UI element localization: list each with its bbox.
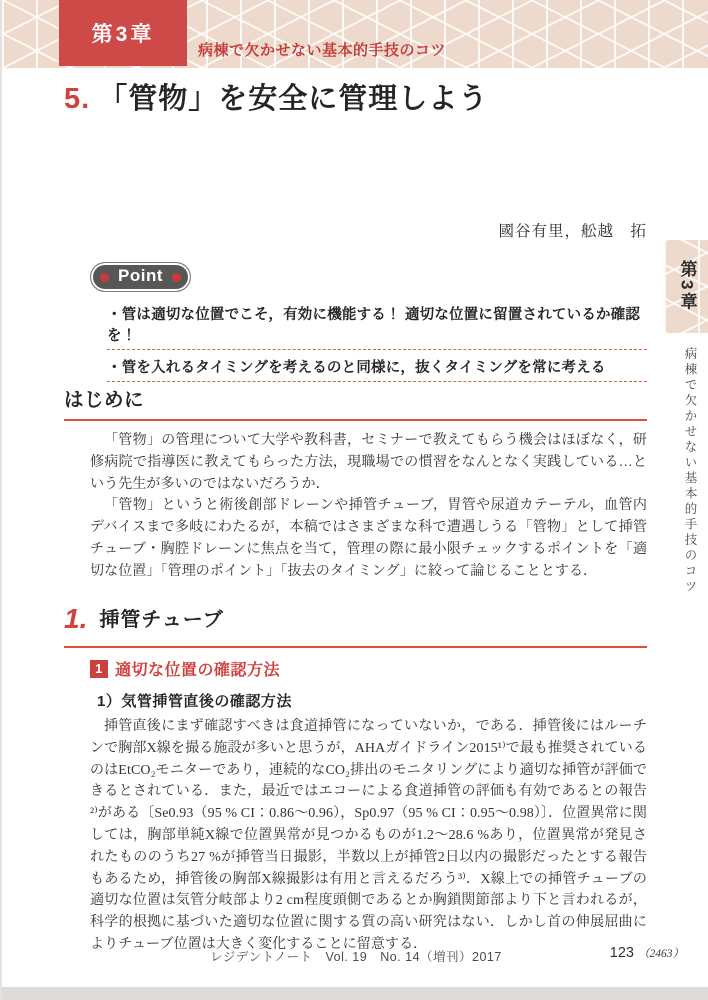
page-edge-strip (2, 987, 708, 1000)
section-intubation-tube (64, 603, 647, 956)
chapter-badge-label: 第3章 (91, 23, 155, 46)
subheading-text: 適切な位置の確認方法 (115, 662, 281, 679)
section1-subsubheading: 1）気管挿管直後の確認方法 (97, 693, 292, 710)
article-title-number: 5. (64, 83, 91, 115)
side-chapter-badge: 第3章 (664, 240, 708, 333)
chapter-subtitle: 病棟で欠かせない基本的手技のコツ (198, 42, 447, 59)
section1-title: 挿管チューブ (99, 609, 224, 631)
side-chapter-subtitle: 病棟で欠かせない基本的手技のコツ (683, 347, 697, 595)
chapter-header-band (2, 0, 708, 68)
intro-paragraph: 「管物」の管理について大学や教科書，セミナーで教えてもらう機会はほぼなく，研修病院で指導医に教えてもらった方法，現職場での慣習をなんとなく実践している…という先生が多いのではないだろうか． (90, 433, 647, 492)
section1-heading (64, 603, 647, 648)
section-introduction (64, 384, 647, 583)
authors-line: 國谷有里，舩越 拓 (498, 223, 647, 240)
subheading-number-badge: 1 (90, 660, 108, 678)
point-badge-label: Point (118, 266, 163, 285)
section1-subheading (90, 657, 647, 680)
intro-heading: はじめに (64, 384, 647, 421)
point-dot-right-icon (172, 273, 181, 282)
point-item: ・管は適切な位置でこそ，有効に機能する！ 適切な位置に留置されているか確認を！ (107, 297, 647, 350)
page-number-alt: （2463） (638, 948, 684, 960)
page-number (610, 945, 684, 961)
article-title-text: 「管物」を安全に管理しよう (98, 83, 489, 115)
point-badge (90, 262, 191, 292)
side-chapter-tab (664, 240, 708, 627)
page-number-main: 123 (609, 945, 634, 961)
section1-paragraph: 挿管直後にまず確認すべきは食道挿管になっていないか，である．挿管後にはルーチンで胸部X線を撮る施設が多いと思うが，AHAガイドライン2015¹⁾で最も推奨されているのはEtCO₂モニターであり，連続的なCO₂排出のモニタリングにより適切な挿管が評価できるとされている．また，最近ではエコーによる食道挿管の評価も有効であるとの報告²⁾がある〔Se0.93（95 % CI：0.86〜0.96），Sp0.97（95 % CI：0.95〜0.98）〕．位置異常に関しては，胸部単純X線で位置異常が見つかるものが1.2〜28.6 %あり，位置異常が発見されたもののうち27 %が挿管当日撮影，半数以上が挿管2日以内の撮影だったとする報告もあるため，挿管後の胸部X線撮影は有用と言えるだろう³⁾．X線上での挿管チューブの適切な位置は気管分岐部より2 cm程度頭側であるとか胸鎖関節部より下と言われるが，科学的根拠に基づいた適切な位置に関する質の高い研究はない．しかし首の伸展屈曲によりチューブ位置は大きく変化することに留意する． (90, 719, 647, 952)
intro-paragraph: 「管物」というと術後創部ドレーンや挿管チューブ，胃管や尿道カテーテル，血管内デバイスまで多岐にわたるが，本稿ではさまざまな科で遭遇しうる「管物」として挿管チューブ・胸腔ドレーンに焦点を当て，管理の際に最小限チェックするポイントを「適切な位置」「管理のポイント」「抜去のタイミング」に絞って論じることとする． (90, 498, 647, 579)
article-title (64, 76, 488, 117)
section1-number: 1. (64, 603, 88, 634)
point-dot-left-icon (100, 273, 109, 282)
page-footer (2, 944, 708, 968)
chapter-badge (59, 0, 187, 66)
point-items (107, 297, 647, 382)
journal-info: レジデントノート Vol. 19 No. 14（増刊）2017 (210, 950, 502, 964)
point-box (90, 262, 647, 382)
point-item: ・管を入れるタイミングを考えるのと同様に，抜くタイミングを常に考える (107, 350, 647, 382)
